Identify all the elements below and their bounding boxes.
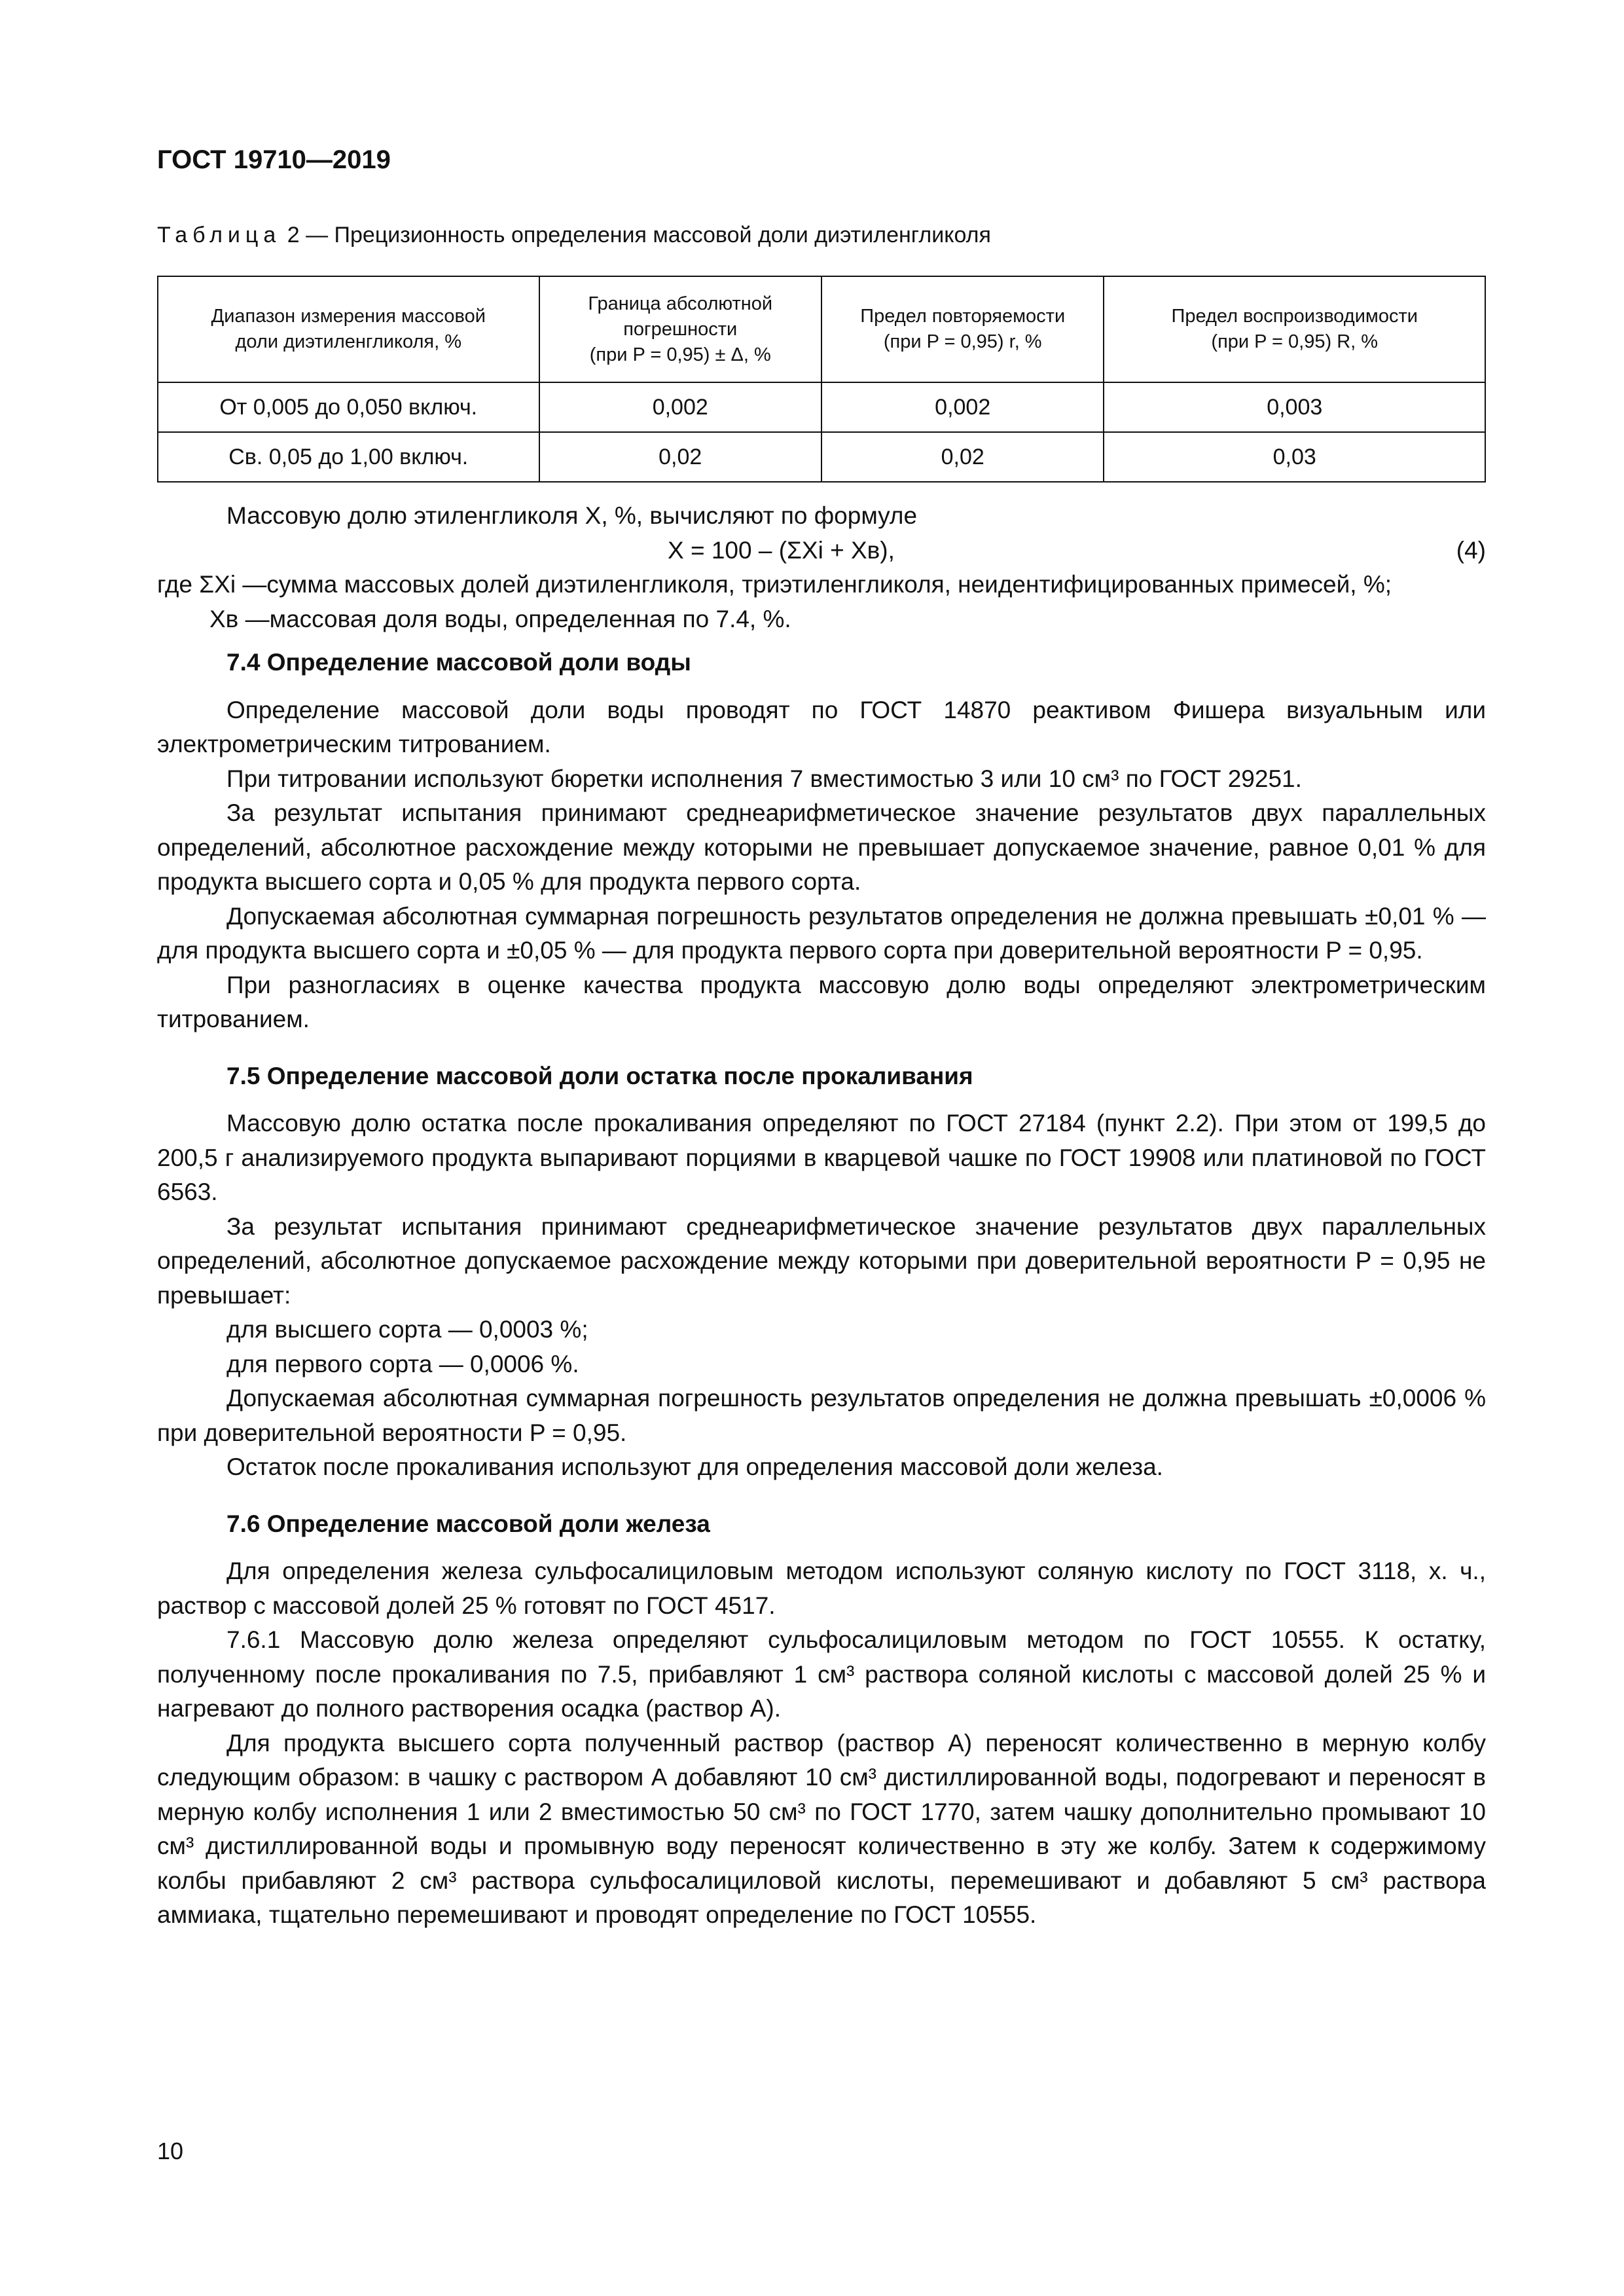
section-heading: 7.5 Определение массовой доли остатка после прокаливания: [226, 1062, 973, 1089]
table-header-cell: Граница абсолютной погрешности (при P = 0,95) ± Δ, %: [539, 276, 821, 382]
section-heading: 7.4 Определение массовой доли воды: [226, 649, 691, 676]
paragraph: За результат испытания принимают среднеарифметическое значение результатов двух параллельных определений, абсолютное расхождение между которыми не превышает допускаемое значение, равное 0,01 % для продукта высшего сорта и 0,05 % для продукта первого сорта.: [157, 799, 1486, 895]
table-header-cell: Предел повторяемости (при P = 0,95) r, %: [821, 276, 1104, 382]
formula-legend: [157, 568, 1486, 636]
table-caption-text: 2 — Прецизионность определения массовой доли диэтиленгликоля: [281, 223, 991, 247]
paragraph: При разногласиях в оценке качества продукта массовую долю воды определяют электрометрическим титрованием.: [157, 971, 1486, 1032]
legend-text: массовая доля воды, определенная по 7.4, %.: [269, 605, 791, 632]
table-caption: [157, 223, 991, 248]
legend-text: сумма массовых долей диэтиленгликоля, триэтиленгликоля, неидентифицированных примесей, %;: [266, 571, 1392, 598]
paragraph: Определение массовой доли воды проводят по ГОСТ 14870 реактивом Фишера визуальным или электрометрическим титрованием.: [157, 696, 1486, 757]
paragraph: Для определения железа сульфосалициловым методом используют соляную кислоту по ГОСТ 3118, х. ч., раствор с массовой долей 25 % готовят по ГОСТ 4517.: [157, 1558, 1486, 1619]
table-row: [158, 432, 1485, 482]
legend-item: [157, 568, 1486, 602]
table-cell: 0,03: [1104, 432, 1485, 482]
table-header-row: [158, 276, 1485, 382]
formula-expression: X = 100 – (ΣXi + Xв),: [668, 536, 895, 564]
paragraph: Массовую долю остатка после прокаливания определяют по ГОСТ 27184 (пункт 2.2). При этом от 199,5 до 200,5 г анализируемого продукта выпаривают порциями в кварцевой чашке по ГОСТ 19908 или платиновой по ГОСТ 6563.: [157, 1110, 1486, 1205]
table-header-cell: Диапазон измерения массовой доли диэтиленгликоля, %: [158, 276, 539, 382]
paragraph: для высшего сорта — 0,0003 %;: [226, 1316, 588, 1343]
formula-number: (4): [1456, 536, 1486, 564]
paragraph: для первого сорта — 0,0006 %.: [226, 1350, 579, 1377]
legend-item: [157, 602, 1486, 637]
paragraph: 7.6.1 Массовую долю железа определяют сульфосалициловым методом по ГОСТ 10555. К остатку, полученному после прокаливания по 7.5, прибавляют 1 см³ раствора соляной кислоты с массовой долей 25 % и нагревают до полного растворения осадка (раствор А).: [157, 1626, 1486, 1722]
table-row: [158, 382, 1485, 432]
precision-table: [157, 276, 1486, 483]
table-header-cell: Предел воспроизводимости (при P = 0,95) R, %: [1104, 276, 1485, 382]
paragraph: За результат испытания принимают среднеарифметическое значение результатов двух параллельных определений, абсолютное допускаемое расхождение между которыми при доверительной вероятности P = 0,95 не превышает:: [157, 1212, 1486, 1309]
table-cell: 0,02: [821, 432, 1104, 482]
legend-label: где ΣXi —: [157, 571, 267, 598]
document-header: ГОСТ 19710—2019: [157, 145, 391, 174]
table-cell: 0,003: [1104, 382, 1485, 432]
page-number: 10: [157, 2138, 184, 2164]
table-cell: Св. 0,05 до 1,00 включ.: [158, 432, 539, 482]
section-heading: 7.6 Определение массовой доли железа: [226, 1510, 710, 1537]
table-cell: 0,002: [821, 382, 1104, 432]
paragraph: Допускаемая абсолютная суммарная погрешность результатов определения не должна превышать ±0,01 % — для продукта высшего сорта и ±0,05 % — для продукта первого сорта при доверительной вероятности P = 0,95.: [157, 902, 1486, 964]
table-caption-prefix: Таблица: [157, 223, 281, 247]
document-body: [157, 499, 1486, 1933]
paragraph: При титровании используют бюретки исполнения 7 вместимостью 3 или 10 см³ по ГОСТ 29251.: [226, 765, 1302, 792]
paragraph: Остаток после прокаливания используют для определения массовой доли железа.: [226, 1453, 1163, 1480]
table-cell: 0,002: [539, 382, 821, 432]
paragraph: Допускаемая абсолютная суммарная погрешность результатов определения не должна превышать ±0,0006 % при доверительной вероятности P = 0,95.: [157, 1385, 1486, 1446]
paragraph: Для продукта высшего сорта полученный раствор (раствор А) переносят количественно в мерную колбу следующим образом: в чашку с раствором А добавляют 10 см³ дистиллированной воды, подогревают и переносят в мерную колбу исполнения 1 или 2 вместимостью 50 см³ по ГОСТ 1770, затем чашку дополнительно промывают 10 см³ дистиллированной воды и промывную воду переносят количественно в эту же колбу. Затем к содержимому колбы прибавляют 2 см³ раствора сульфосалициловой кислоты, перемешивают и добавляют 5 см³ раствора аммиака, тщательно перемешивают и проводят определение по ГОСТ 10555.: [157, 1729, 1486, 1928]
table-cell: 0,02: [539, 432, 821, 482]
formula-intro: Массовую долю этиленгликоля X, %, вычисляют по формуле: [226, 502, 918, 529]
formula: [157, 534, 1486, 568]
table-cell: От 0,005 до 0,050 включ.: [158, 382, 539, 432]
legend-label: Xв —: [209, 605, 270, 632]
